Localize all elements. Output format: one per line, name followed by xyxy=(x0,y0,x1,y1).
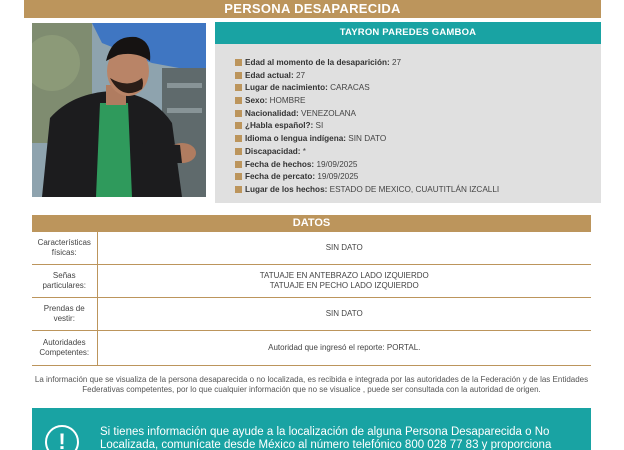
exclamation-icon: ! xyxy=(45,425,79,450)
row-label: Señas particulares: xyxy=(32,264,97,297)
row-label: Características físicas: xyxy=(32,232,97,264)
contact-banner-text: Si tienes información que ayude a la localización de alguna Persona Desaparecida o No Localizada, comunícate desde México al número telefónico 800 028 77 83 y proporciona xyxy=(100,426,552,450)
bullet-icon xyxy=(235,161,242,168)
page-header: PERSONA DESAPARECIDA xyxy=(24,0,601,18)
bullet-icon xyxy=(235,173,242,180)
field-event-date: Fecha de hechos: 19/09/2025 xyxy=(235,159,499,172)
datos-section-title: DATOS xyxy=(32,215,591,232)
person-fields xyxy=(235,57,499,197)
row-value: SIN DATO xyxy=(97,297,591,330)
table-row xyxy=(32,264,591,297)
row-value: SIN DATO xyxy=(97,232,591,264)
person-name: TAYRON PAREDES GAMBOA xyxy=(215,22,601,44)
row-label: Prendas de vestir: xyxy=(32,297,97,330)
contact-banner xyxy=(32,408,591,450)
field-noticed-date: Fecha de percato: 19/09/2025 xyxy=(235,171,499,184)
field-speaks-spanish: ¿Habla español?: SI xyxy=(235,120,499,133)
bullet-icon xyxy=(235,110,242,117)
datos-table xyxy=(32,232,591,366)
row-label: Autoridades Competentes: xyxy=(32,330,97,365)
bullet-icon xyxy=(235,72,242,79)
bullet-icon xyxy=(235,135,242,142)
field-disability: Discapacidad: * xyxy=(235,146,499,159)
row-value: TATUAJE EN ANTEBRAZO LADO IZQUIERDO TATUAJE EN PECHO LADO IZQUIERDO xyxy=(97,264,591,297)
table-row xyxy=(32,330,591,365)
field-indigenous-language: Idioma o lengua indígena: SIN DATO xyxy=(235,133,499,146)
field-age-at-disappearance: Edad al momento de la desaparición: 27 xyxy=(235,57,499,70)
field-nationality: Nacionalidad: VENEZOLANA xyxy=(235,108,499,121)
row-value: Autoridad que ingresó el reporte: PORTAL. xyxy=(97,330,591,365)
person-photo xyxy=(32,23,206,197)
bullet-icon xyxy=(235,186,242,193)
person-info-panel xyxy=(215,22,601,203)
field-current-age: Edad actual: 27 xyxy=(235,70,499,83)
field-sex: Sexo: HOMBRE xyxy=(235,95,499,108)
field-event-location: Lugar de los hechos: ESTADO DE MEXICO, CUAUTITLÁN IZCALLI xyxy=(235,184,499,197)
table-row xyxy=(32,297,591,330)
bullet-icon xyxy=(235,122,242,129)
field-birthplace: Lugar de nacimiento: CARACAS xyxy=(235,82,499,95)
disclaimer-text: La información que se visualiza de la persona desaparecida o no localizada, es recibida e integrada por las autoridades de la Federación y de las Entidades Federativas competentes, por lo que cualquier información que no se visualice , puede ser consultada con la autoridad de origen. xyxy=(34,375,589,394)
bullet-icon xyxy=(235,97,242,104)
bullet-icon xyxy=(235,148,242,155)
table-row xyxy=(32,232,591,264)
bullet-icon xyxy=(235,59,242,66)
bullet-icon xyxy=(235,84,242,91)
